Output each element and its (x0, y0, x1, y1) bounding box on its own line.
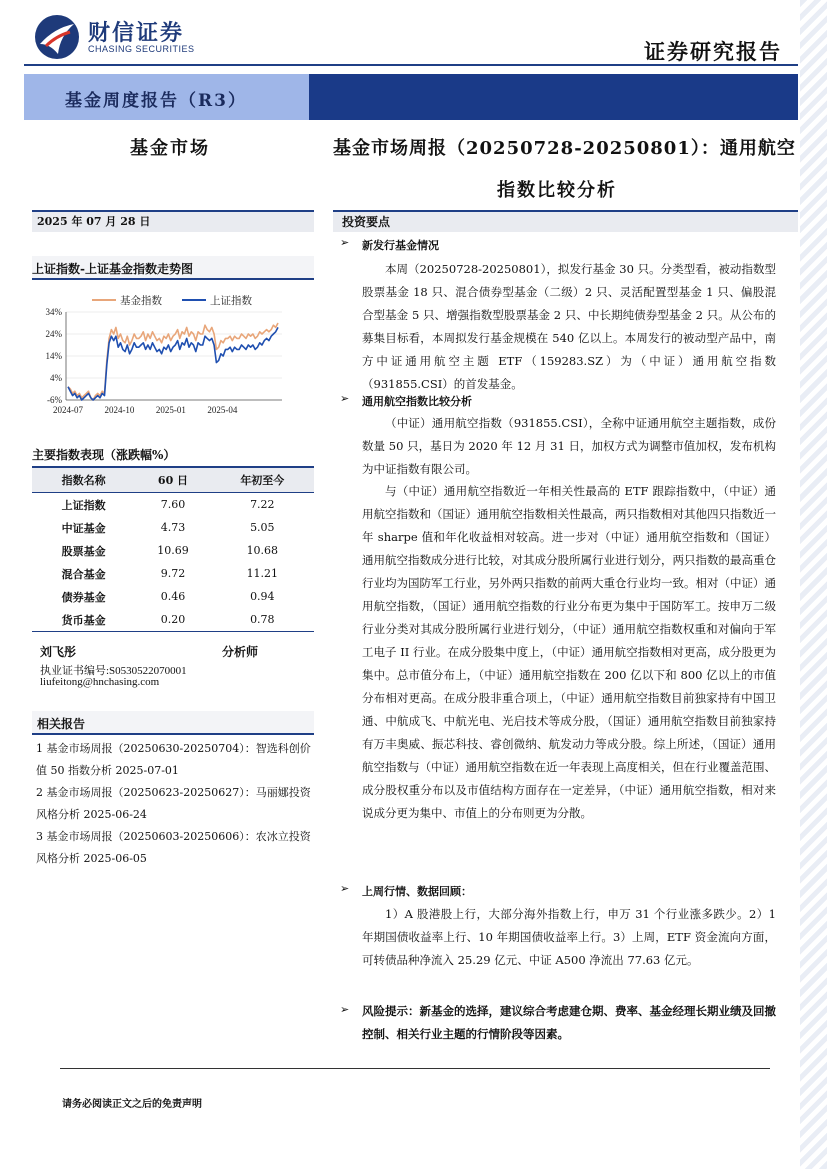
analyst-email[interactable]: liufeitong@hnchasing.com (40, 676, 160, 688)
table-row (32, 562, 314, 585)
index-name-cell: 货币基金 (32, 608, 135, 632)
change-ytd-cell: 10.68 (246, 544, 279, 557)
analyst-name: 刘飞彤 (40, 645, 77, 659)
brand-logo-icon (34, 14, 80, 60)
section-new-funds-text: 本周（20250728-20250801），拟发行基金 30 只。分类型看，被动指数型股票基金 18 只、混合债券型基金（二级）2 只、灵活配置型基金 1 只、偏股混合型基金 5 只、增强指数型股票基金 2 只、中长期纯债券型基金 2 只。从公布的募集目标看，本周拟发行基金规模在 540 亿以上。本周发行的被动型产品中，南方中证通用航空主题 ETF（159283.SZ）为（中证）通用航空指数（931855.CSI）的首发基金。 (362, 262, 776, 391)
table-row (32, 608, 314, 632)
disclaimer-note: 请务必阅读正文之后的免责声明 (62, 1099, 202, 1110)
analyst-role: 分析师 (222, 645, 259, 659)
index-name-cell: 股票基金 (61, 544, 106, 558)
y-tick-label: 24% (45, 329, 62, 339)
related-report-item[interactable]: 2 基金市场周报（20250623-20250627）：马丽娜投资风格分析 2025-06-24 (36, 786, 311, 821)
change-ytd-cell: 0.78 (211, 608, 314, 632)
key-points-bar (333, 210, 798, 232)
report-title-line2: 指数比较分析 (497, 180, 617, 201)
brand-name-cn: 财信证券 (88, 21, 185, 46)
y-tick-label: -6% (47, 395, 62, 405)
title-band-dark (309, 74, 798, 120)
series-line (68, 323, 278, 400)
table-row (32, 493, 314, 517)
report-date: 2025 年 07 月 28 日 (37, 215, 151, 228)
legend-label: 基金指数 (120, 295, 162, 307)
index-name-cell: 上证指数 (61, 498, 106, 512)
x-tick-label: 2024-10 (104, 405, 135, 415)
table-row (32, 516, 314, 539)
brand-name-en: CHASING SECURITIES (88, 44, 195, 54)
y-tick-label: 34% (45, 307, 62, 317)
change-60d-cell: 10.69 (157, 544, 189, 557)
index-performance-table (32, 466, 314, 632)
bullet-arrow-icon: ➢ (340, 882, 350, 895)
change-60d-cell: 7.60 (160, 498, 186, 511)
table-header-ytd: 年初至今 (211, 467, 314, 493)
report-series-label: 基金周度报告（R3） (65, 91, 247, 111)
report-type-label: 证券研究报告 (644, 39, 782, 64)
report-title-line1: 基金市场周报（20250728-20250801）：通用航空 (333, 138, 796, 159)
related-reports-list (36, 738, 318, 870)
footer-rule (60, 1068, 770, 1069)
related-report-item[interactable]: 3 基金市场周报（20250603-20250606）：农冰立投资风格分析 2025-06-05 (36, 830, 311, 865)
change-ytd-cell: 5.05 (250, 521, 275, 534)
table-header-name: 指数名称 (32, 467, 135, 493)
index-name-cell: 混合基金 (61, 567, 106, 581)
change-60d-cell: 4.73 (160, 521, 186, 534)
x-tick-label: 2025-04 (207, 405, 238, 415)
key-points-title: 投资要点 (342, 215, 391, 229)
table-row (32, 585, 314, 608)
index-name-cell: 债券基金 (61, 590, 106, 604)
header-rule (24, 64, 798, 66)
section-aviation-paragraph-2: 与（中证）通用航空指数近一年相关性最高的 ETF 跟踪指数中，（中证）通用航空指数和（国证）通用航空指数相关性最高，两只指数相对其他四只指数近一年 sharpe 值和年化收益相对较高。进一步对（中证）通用航空指数和（国证）通用航空指数成分进行比较，对其成分股所属行业进行划分，两只指数的最高重仓行业均为国防军工行业，另外两只指数的前两大重仓行业均一致。相对（中证）通用航空指数，（国证）通用航空指数的行业分布更为集中于国防军工。按申万二级行业分类对其成分股所属行业进行划分，（中证）通用航空指数权重和对偏向于军工电子 II 行业。在成分股集中度上，（中证）通用航空指数相对更高，成分股更为集中。总市值分布上，（中证）通用航空指数在 200 亿以下和 800 亿以上的市值分布相对更高。在成分股非重合项上，（中证）通用航空指数目前独家持有中国卫通、中航成飞、中航光电、光启技术等成分股，（国证）通用航空指数目前独家持有万丰奥威、振芯科技、睿创微纳、航发动力等成分股。综上所述，（国证）通用航空指数与（中证）通用航空指数在近一年表现上高度相关，但在行业覆盖范围、成分股权重分布以及市值结构方面存在一定差异，（中证）通用航空指数，相对来说成分更为集中、市值上的分布则更为分散。 (362, 484, 776, 820)
related-report-item[interactable]: 1 基金市场周报（20250630-20250704）：智选科创价值 50 指数分析 2025-07-01 (36, 742, 311, 777)
decorative-stripes (800, 0, 827, 1169)
change-60d-cell: 9.72 (160, 567, 186, 580)
y-tick-label: 4% (50, 373, 62, 383)
y-tick-label: 14% (45, 351, 62, 361)
legend-label: 上证指数 (210, 295, 252, 307)
section-market-review-text: 1）A 股港股上行，大部分海外指数上行，申万 31 个行业涨多跌少。2）1 年期国债收益率上行、10 年期国债收益率上行。3）上周，ETF 资金流向方面，可转债品种净流入 25.29 亿元、中证 A500 净流出 77.63 亿元。 (362, 907, 776, 967)
change-60d-cell: 0.46 (160, 590, 186, 603)
bullet-arrow-icon: ➢ (340, 1003, 350, 1016)
analyst-cert-number: 执业证书编号:S0530522070001 (40, 665, 187, 677)
x-tick-label: 2025-01 (155, 405, 186, 415)
section-new-funds-heading: 新发行基金情况 (362, 239, 439, 252)
bullet-arrow-icon: ➢ (340, 236, 350, 249)
chart-title: 上证指数-上证基金指数走势图 (32, 262, 193, 276)
change-ytd-cell: 0.94 (250, 590, 275, 603)
bullet-arrow-icon: ➢ (340, 392, 350, 405)
table-header-60d: 60 日 (135, 467, 210, 493)
change-ytd-cell: 7.22 (250, 498, 275, 511)
report-category: 基金市场 (130, 138, 210, 159)
section-aviation-paragraph-1: （中证）通用航空指数（931855.CSI），全称中证通用航空主题指数，成份数量 50 只，基日为 2020 年 12 月 31 日，加权方式为调整市值加权，发布机构为中证指数有限公司。 (362, 416, 776, 476)
section-aviation-heading: 通用航空指数比较分析 (362, 395, 472, 408)
table-row (32, 539, 314, 562)
change-ytd-cell: 11.21 (246, 567, 279, 580)
index-name-cell: 中证基金 (61, 521, 106, 535)
section-market-review-heading: 上周行情、数据回顾： (362, 885, 472, 898)
change-60d-cell: 0.20 (135, 608, 210, 632)
x-tick-label: 2024-07 (53, 405, 83, 415)
table-header-row (32, 467, 314, 493)
related-reports-title: 相关报告 (37, 717, 86, 731)
index-table-title: 主要指数表现（涨跌幅%） (32, 448, 176, 462)
trend-chart (30, 288, 315, 420)
risk-warning-text: 风险提示：新基金的选择，建议综合考虑建仓期、费率、基金经理长期业绩及回撤控制、相关行业主题的行情阶段等因素。 (362, 1004, 776, 1041)
